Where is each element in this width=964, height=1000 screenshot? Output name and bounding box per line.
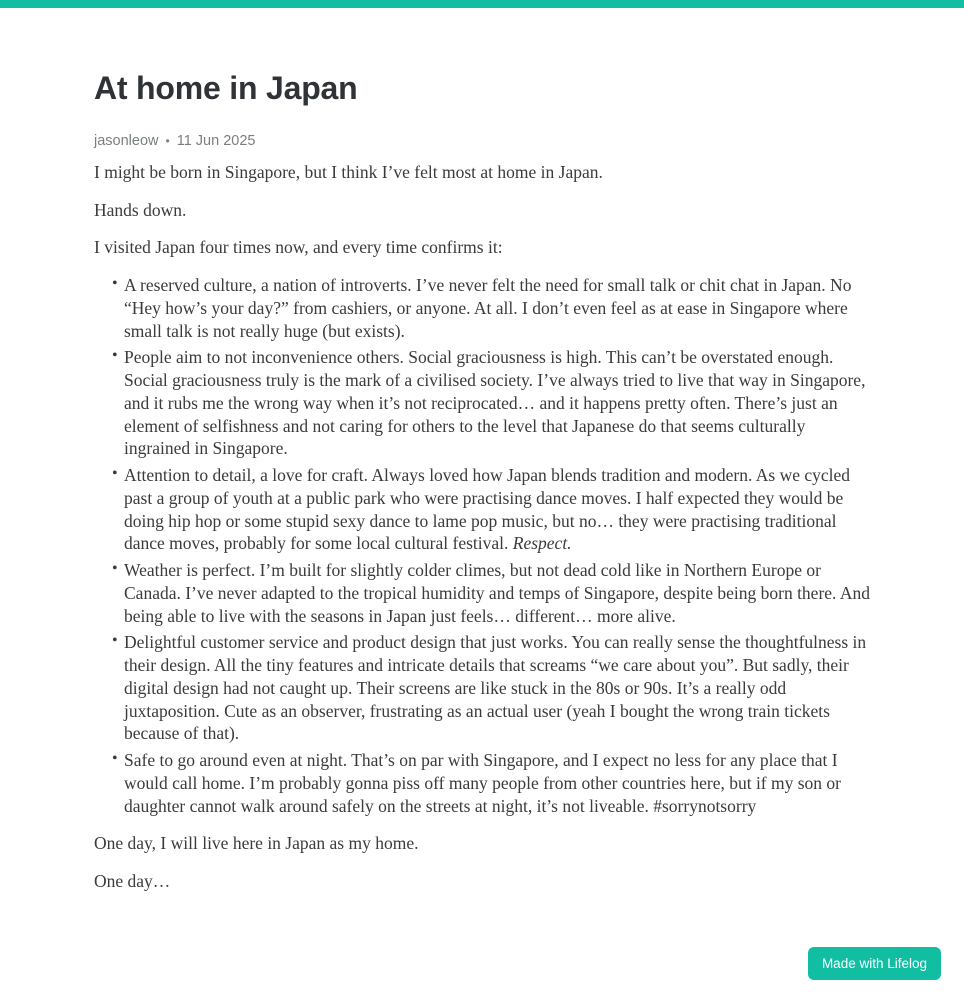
paragraph: One day, I will live here in Japan as my home. xyxy=(94,833,419,854)
bullet-list xyxy=(94,274,870,817)
outro-paragraphs xyxy=(94,832,870,893)
paragraph: One day… xyxy=(94,871,171,892)
post-date: 11 Jun 2025 xyxy=(176,132,256,149)
emphasized-text: Respect. xyxy=(512,533,572,554)
paragraph: Hands down. xyxy=(94,199,187,220)
post-meta xyxy=(94,133,870,149)
list-item: • Weather is perfect. I’m built for slightly colder climes, but not dead cold like in Northern Europe or Canada. I’ve never adapted to the tropical humidity and temps of Singapore, despite being born there. And being able to live with the seasons in Japan just feels… different… more alive. xyxy=(124,559,870,627)
meta-separator-dot: • xyxy=(165,133,170,148)
made-with-lifelog-badge[interactable]: Made with Lifelog xyxy=(808,947,941,980)
paragraph: I might be born in Singapore, but I think I’ve felt most at home in Japan. xyxy=(94,161,603,182)
list-item: • Attention to detail, a love for craft. Always loved how Japan blends tradition and modern. As we cycled past a group of youth at a public park who were practising dance moves. I half expected they would be doing hip hop or some stupid sexy dance to lame pop music, but no… they were practising traditional dance moves, probably for some local cultural festival. Respect. xyxy=(124,464,870,555)
intro-paragraphs xyxy=(94,161,870,259)
list-item: • Delightful customer service and product design that just works. You can really sense the thoughtfulness in their design. All the tiny features and intricate details that screams “we care about you”. But sadly, their digital design had not caught up. Their screens are like stuck in the 80s or 90s. It’s a really odd juxtaposition. Cute as an observer, frustrating as an actual user (yeah I bought the wrong train tickets because of that). xyxy=(124,631,870,745)
paragraph: I visited Japan four times now, and every time confirms it: xyxy=(94,237,503,258)
list-item: • Safe to go around even at night. That’s on par with Singapore, and I expect no less for any place that I would call home. I’m probably gonna piss off many people from other countries here, but if my son or daughter cannot walk around safely on the streets at night, it’s not liveable. #sorrynotsorry xyxy=(124,749,870,817)
list-item: • A reserved culture, a nation of introverts. I’ve never felt the need for small talk or chit chat in Japan. No “Hey how’s your day?” from cashiers, or anyone. At all. I don’t even feel as at ease in Singapore where small talk is not really huge (but exists). xyxy=(124,274,870,342)
brand-accent-bar xyxy=(0,0,964,8)
page-title: At home in Japan xyxy=(94,70,358,106)
list-item: • People aim to not inconvenience others. Social graciousness is high. This can’t be overstated enough. Social graciousness truly is the mark of a civilised society. I’ve always tried to live that way in Singapore, and it rubs me the wrong way when it’s not reciprocated… and it happens pretty often. There’s just an element of selfishness and not caring for others to the level that Japanese do that seems culturally ingrained in Singapore. xyxy=(124,346,870,460)
post-body xyxy=(94,161,870,893)
author-name: jasonleow xyxy=(94,132,159,149)
